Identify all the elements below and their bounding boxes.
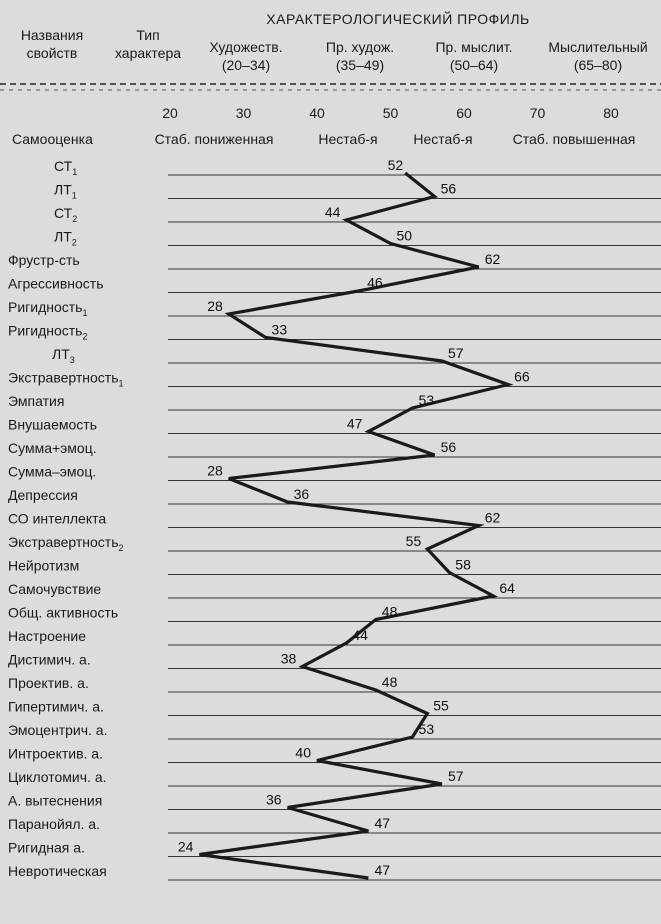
row-label: Сумма+эмоц.	[8, 440, 97, 456]
row-label: Фрустр-сть	[8, 252, 80, 268]
row-label: Экстравертность$_2$	[8, 534, 124, 553]
value-label: 57	[447, 345, 464, 361]
row-label: Эмоцентрич. а.	[8, 722, 108, 738]
band-3-range: (50–64)	[449, 57, 499, 73]
x-tick-label: 80	[603, 105, 619, 121]
band-1-range: (20–34)	[221, 57, 271, 73]
row-label: Невротическая	[8, 863, 107, 879]
value-label: 36	[266, 791, 282, 808]
row-label: Нейротизм	[8, 557, 80, 574]
row-labels	[8, 158, 124, 879]
row-label: Общ. активность	[8, 604, 119, 621]
row-label: $ЛТ_3$	[52, 346, 75, 365]
x-tick-label: 20	[162, 105, 178, 121]
row-label: Проектив. а.	[8, 675, 89, 691]
self-esteem-range-4: Стаб. повышенная	[512, 131, 636, 147]
value-label: 56	[440, 180, 457, 197]
row-label: Дистимич. а.	[8, 651, 91, 668]
value-label: 28	[207, 298, 223, 314]
value-label: 52	[387, 157, 404, 173]
row-label: Ригидная а.	[8, 839, 85, 856]
row-label: Агрессивность	[8, 275, 104, 292]
band-2-name: Пр. худож.	[325, 39, 395, 55]
value-label: 53	[418, 721, 435, 737]
row-label: Ригидность$_2$	[8, 322, 88, 342]
band-3-name: Пр. мыслит.	[435, 39, 513, 55]
row-label: Циклотомич. а.	[8, 769, 107, 785]
value-label: 36	[293, 486, 310, 502]
row-label: Внушаемость	[8, 416, 97, 433]
row-label: Паранойял. а.	[8, 816, 100, 832]
self-esteem-range-3: Нестаб-я	[413, 131, 473, 147]
value-label: 48	[381, 674, 398, 690]
row-label: Гипертимич. а.	[8, 698, 104, 715]
band-4-name: Мыслительный	[548, 39, 648, 55]
row-label: $ЛТ_1$	[54, 181, 77, 201]
value-label: 40	[295, 744, 311, 761]
value-label: 24	[177, 838, 194, 855]
x-tick-label: 40	[309, 105, 325, 121]
x-tick-label: 60	[456, 105, 472, 121]
band-1-name: Художеств.	[209, 39, 283, 55]
value-label: 33	[271, 321, 288, 338]
value-label: 57	[447, 768, 464, 784]
value-label: 38	[280, 650, 297, 667]
row-label: Эмпатия	[8, 393, 65, 409]
chart-title: ХАРАКТЕРОЛОГИЧЕСКИЙ ПРОФИЛЬ	[266, 11, 530, 27]
header-names-line1: Названия	[20, 27, 84, 43]
value-label: 47	[374, 862, 391, 878]
row-label: Настроение	[8, 628, 87, 644]
value-label: 47	[374, 815, 391, 831]
row-label: Самочувствие	[8, 581, 102, 597]
value-label: 53	[418, 392, 435, 408]
band-2-range: (35–49)	[335, 57, 385, 73]
row-label: Депрессия	[8, 487, 78, 503]
row-label: А. вытеснения	[8, 792, 103, 809]
header-type-line1: Тип	[136, 27, 160, 43]
value-label: 48	[381, 603, 398, 620]
row-label: Интроектив. а.	[8, 745, 103, 762]
header-type-line2: характера	[114, 45, 182, 61]
row-label: Сумма–эмоц.	[8, 463, 97, 480]
value-label: 62	[484, 251, 501, 267]
row-label: Ригидность$_1$	[8, 299, 88, 318]
self-esteem-range-1: Стаб. пониженная	[154, 131, 274, 147]
row-label: Экстравертность$_1$	[8, 369, 124, 389]
value-label: 44	[324, 204, 341, 220]
band-4-range: (65–80)	[573, 57, 623, 73]
row-label: СО интеллекта	[8, 510, 107, 527]
x-tick-label: 70	[529, 105, 546, 121]
value-label: 56	[440, 439, 457, 455]
value-label: 44	[352, 627, 368, 643]
row-label: $СТ_2$	[54, 205, 78, 224]
x-axis-ticks	[162, 105, 619, 121]
value-label: 47	[346, 415, 363, 432]
value-label: 66	[514, 368, 530, 385]
value-label: 55	[405, 533, 422, 549]
row-label: $СТ_1$	[54, 158, 78, 177]
self-esteem-label: Самооценка	[12, 131, 93, 147]
value-label: 58	[455, 556, 471, 573]
value-label: 62	[484, 509, 501, 526]
value-label: 55	[433, 697, 449, 714]
row-label: $ЛТ_2$	[54, 228, 77, 248]
header-names-line2: свойств	[26, 45, 78, 61]
x-tick-label: 30	[235, 105, 252, 121]
value-label: 46	[367, 274, 383, 291]
x-tick-label: 50	[382, 105, 399, 121]
value-label: 50	[396, 227, 413, 244]
value-label: 28	[207, 462, 223, 479]
value-label: 64	[499, 580, 515, 596]
self-esteem-range-2: Нестаб-я	[318, 131, 378, 147]
